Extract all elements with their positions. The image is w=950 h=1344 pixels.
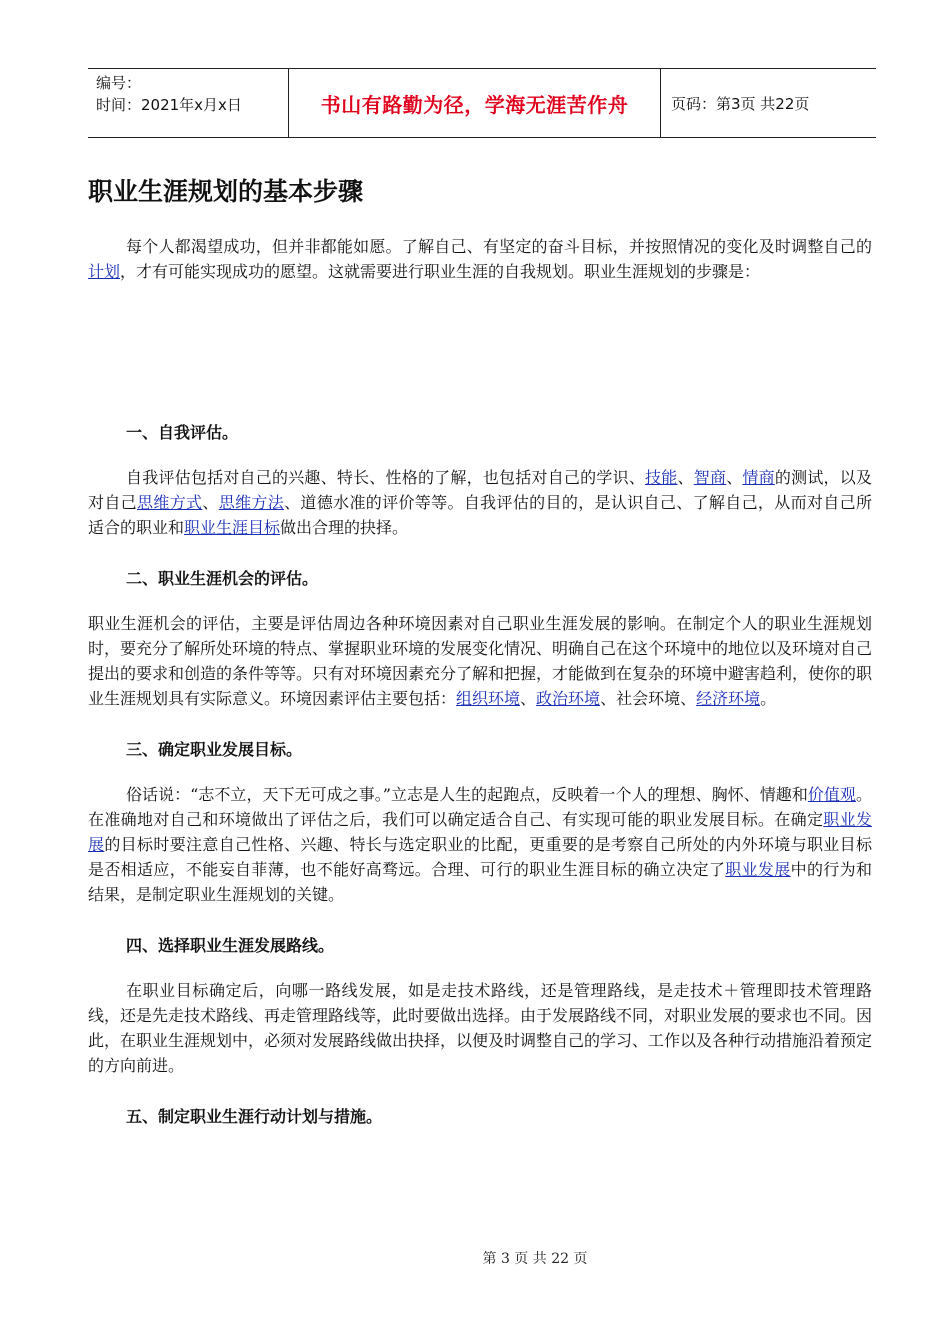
document-body: [88, 172, 872, 1149]
header-info: [88, 69, 288, 137]
text: 俗话说：“志不立，天下无可成之事。”立志是人生的起跑点，反映着一个人的理想、胸怀、情趣和: [126, 785, 808, 804]
section-heading-5: 五、制定职业生涯行动计划与措施。: [126, 1107, 383, 1126]
link-iq[interactable]: 智商: [693, 468, 727, 487]
text: 的目标时要注意自己性格、兴趣、特长与选定职业的比配，更重要的是考察自己所处的内外环境与职业目标是否相适应，不能妄自菲薄，也不能好高骛远。合理、可行的职业生涯目标的确立决定了: [88, 835, 872, 879]
section-heading-3: 三、确定职业发展目标。: [126, 740, 303, 759]
text: 。: [760, 689, 777, 708]
text: 、道德水准的评价等等。自我评估的目的，是认识自己、了解自己，从而对自己所适合的职业和: [88, 493, 872, 537]
doc-title: 职业生涯规划的基本步骤: [88, 177, 364, 206]
text: 、: [726, 468, 743, 487]
text: 。在准确地对自己和环境做出了评估之后，我们可以确定适合自己、有实现可能的职业发展目标。在确定: [88, 785, 872, 829]
link-org-env[interactable]: 组织环境: [456, 689, 521, 708]
text: 、社会环境、: [600, 689, 697, 708]
text: 、: [520, 689, 537, 708]
section-paragraph-3: [88, 782, 872, 907]
header-number: 编号：: [96, 74, 142, 92]
text: ，才有可能实现成功的愿望。这就需要进行职业生涯的自我规划。职业生涯规划的步骤是：: [120, 262, 761, 281]
link-plan[interactable]: 计划: [88, 262, 121, 281]
text: 中的行为和结果，是制定职业生涯规划的关键。: [88, 860, 872, 904]
text: 的测试，以及对自己: [88, 468, 872, 512]
section-paragraph-1: [88, 465, 872, 540]
section-heading-2: 二、职业生涯机会的评估。: [126, 569, 319, 588]
link-values[interactable]: 价值观: [807, 785, 856, 804]
page-footer: 第 3 页 共 22 页: [482, 1251, 588, 1267]
section-heading-1: 一、自我评估。: [126, 423, 239, 442]
section-paragraph-4: 在职业目标确定后，向哪一路线发展，如是走技术路线，还是管理路线，是走技术＋管理即技术管理路线，还是先走技术路线、再走管理路线等，此时要做出选择。由于发展路线不同，对职业发展的要求也不同。因此，在职业生涯规划中，必须对发展路线做出抉择，以便及时调整自己的学习、工作以及各种行动措施沿着预定的方向前进。: [88, 981, 873, 1075]
link-skill[interactable]: 技能: [645, 468, 678, 487]
text: 做出合理的抉择。: [280, 518, 409, 537]
link-economic-env[interactable]: 经济环境: [696, 689, 761, 708]
link-thinking-style[interactable]: 思维方式: [137, 493, 203, 512]
intro-paragraph: [88, 234, 872, 284]
link-eq[interactable]: 情商: [742, 468, 775, 487]
header-time: 时间：2021年x月x日: [96, 96, 242, 114]
section-heading-4: 四、选择职业生涯发展路线。: [126, 936, 335, 955]
text: 、: [677, 468, 694, 487]
blank-space: [88, 284, 872, 394]
header-page: 页码：第3页 共22页: [671, 94, 810, 113]
link-political-env[interactable]: 政治环境: [536, 689, 601, 708]
link-career-development-2[interactable]: 职业发展: [725, 860, 791, 879]
page-header: [88, 68, 876, 138]
header-motto: 书山有路勤为径，学海无涯苦作舟: [288, 69, 661, 137]
link-career-goal[interactable]: 职业生涯目标: [184, 518, 281, 537]
text: 自我评估包括对自己的兴趣、特长、性格的了解，也包括对自己的学识、: [126, 468, 646, 487]
text: 每个人都渴望成功，但并非都能如愿。了解自己、有坚定的奋斗目标，并按照情况的变化及时调整自己的: [126, 237, 872, 256]
section-paragraph-2: [88, 611, 872, 711]
text: 、: [202, 493, 219, 512]
link-career-development[interactable]: 职业发展: [88, 810, 872, 854]
text: 职业生涯机会的评估，主要是评估周边各种环境因素对自己职业生涯发展的影响。在制定个人的职业生涯规划时，要充分了解所处环境的特点、掌握职业环境的发展变化情况、明确自己在这个环境中的地位以及环境对自己提出的要求和创造的条件等等。只有对环境因素充分了解和把握，才能做到在复杂的环境中避害趋利，使你的职业生涯规划具有实际意义。环境因素评估主要包括：: [88, 614, 873, 708]
link-thinking-method[interactable]: 思维方法: [218, 493, 285, 512]
